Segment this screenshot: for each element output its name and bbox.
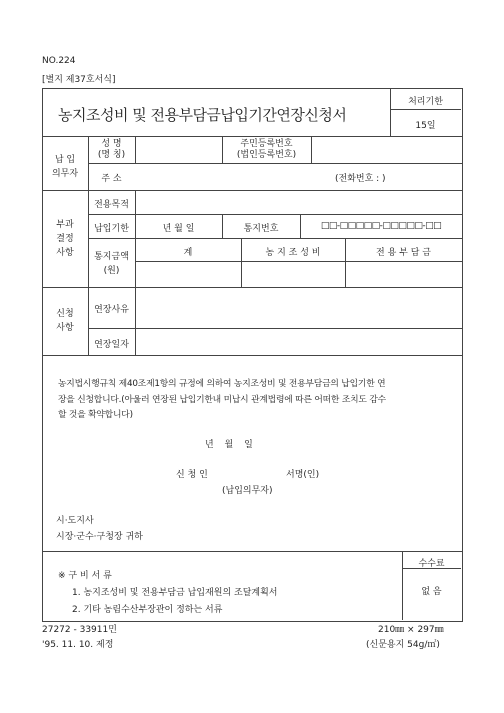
required-documents-title: ※ 구 비 서 류 xyxy=(58,571,112,581)
imposition-section-label: 부과 결정 사항 xyxy=(56,220,74,258)
total-column-header: 계 xyxy=(183,248,193,258)
application-date[interactable]: 년 월 일 xyxy=(205,440,253,450)
application-section-label: 신청 사항 xyxy=(56,309,74,333)
applicant-label: 신 청 인 xyxy=(176,470,208,480)
id-number-label: 주민등록번호 (법인등록번호) xyxy=(236,139,297,160)
processing-value: 15일 xyxy=(415,121,436,131)
farmland-fee-column-header: 농 지 조 성 비 xyxy=(265,248,321,258)
application-statement: 농지법시행규칙 제40조제1항의 규정에 의하여 농지조성비 및 전용부담금의 납입기한 연 장을 신청합니다.(아울러 연장된 납입기한내 미납시 관계법령에 따른 어떠한 조치도 감수 할 것을 확약합니다) xyxy=(58,379,386,420)
address-label: 주 소 xyxy=(101,174,122,184)
fee-value: 없 음 xyxy=(421,587,442,597)
conversion-charge-column-header: 전 용 부 담 금 xyxy=(376,248,431,258)
obligor-section-label: 납 입 의무자 xyxy=(51,155,79,179)
name-label: 성 명 (명 칭) xyxy=(97,139,126,160)
required-document-item: 1. 농지조성비 및 전용부담금 납입재원의 조달계획서 xyxy=(72,588,278,598)
address-field[interactable] xyxy=(137,165,460,188)
amount-label: 통지금액 (원) xyxy=(94,252,129,276)
fee-label: 수수료 xyxy=(418,559,445,569)
notice-number-field[interactable]: □□-□□□□□-□□□□□-□□ xyxy=(320,221,442,231)
name-field[interactable] xyxy=(137,138,220,161)
notice-number-label: 통지번호 xyxy=(243,224,279,234)
phone-label: (전화번호 : ) xyxy=(335,174,386,184)
extension-reason-label: 연장사유 xyxy=(94,305,129,315)
form-number: NO.224 xyxy=(42,56,76,66)
conversion-charge-amount-field[interactable] xyxy=(347,263,460,285)
applicant-sub-label: (납입의무자) xyxy=(222,486,273,496)
form-reference: [별지 제37호서식] xyxy=(42,75,116,85)
deadline-label: 납입기한 xyxy=(94,224,129,234)
purpose-label: 전용목적 xyxy=(94,200,129,210)
total-amount-field[interactable] xyxy=(137,263,239,285)
extension-date-field[interactable] xyxy=(137,330,460,353)
extension-reason-field[interactable] xyxy=(137,289,460,326)
paper-size: 210㎜ × 297㎜ xyxy=(378,625,444,635)
recipient-governor: 시·도지사 xyxy=(56,516,94,526)
deadline-field[interactable]: 년 월 일 xyxy=(162,224,195,234)
purpose-field[interactable] xyxy=(137,192,460,212)
footer-code: 27272 - 33911민 xyxy=(42,625,117,635)
extension-date-label: 연장일자 xyxy=(94,340,129,350)
footer-date: '95. 11. 10. 제정 xyxy=(42,640,114,650)
recipient-mayor: 시장·군수·구청장 귀하 xyxy=(56,532,143,542)
form-title: 농지조성비 및 전용부담금납입기간연장신청서 xyxy=(58,106,347,124)
required-document-item: 2. 기타 농림수산부장관이 정하는 서류 xyxy=(72,605,223,615)
farmland-fee-amount-field[interactable] xyxy=(243,263,343,285)
id-number-field[interactable] xyxy=(313,138,460,161)
signature-field[interactable]: 서명(인) xyxy=(286,470,320,480)
processing-label: 처리기한 xyxy=(408,97,443,107)
paper-type: (신문용지 54g/㎡) xyxy=(366,640,440,650)
